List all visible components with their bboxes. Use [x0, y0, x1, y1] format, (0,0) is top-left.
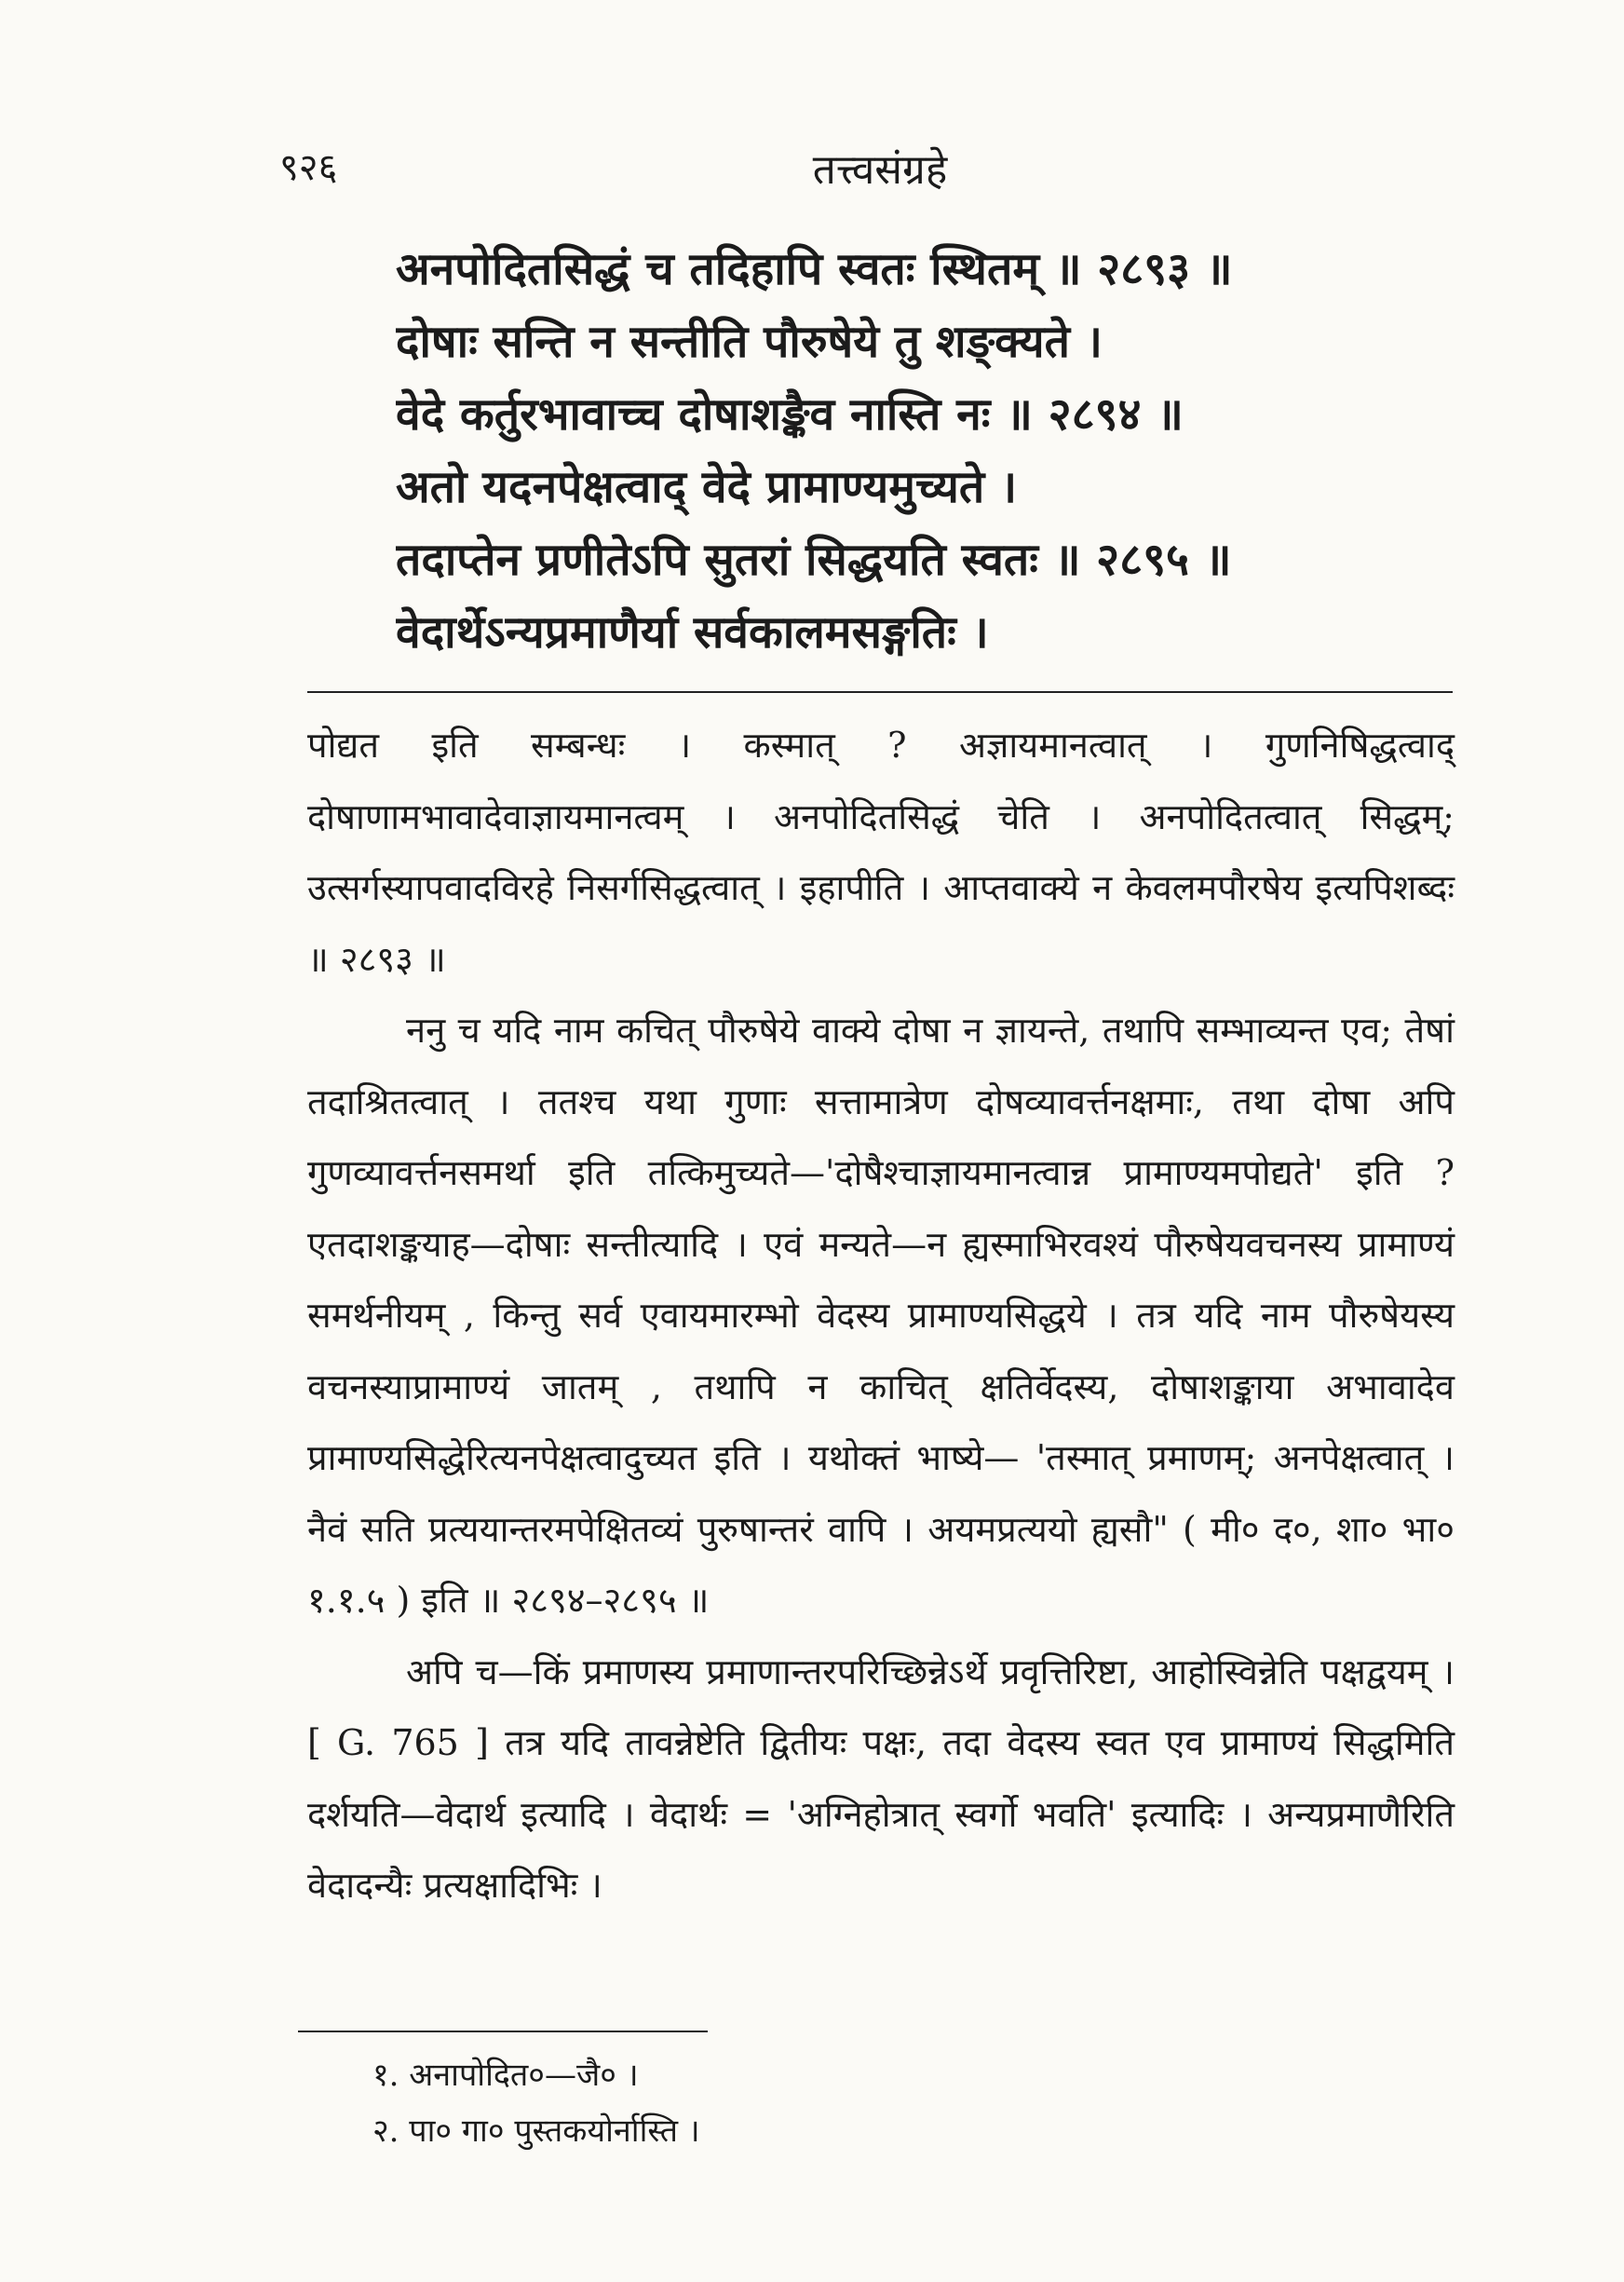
footnotes	[372, 2047, 1304, 2159]
verse-line: तदाप्तेन प्रणीतेऽपि सुतरां सिद्धयति स्वतः ॥ २८९५ ॥	[396, 534, 1232, 586]
verse-line: अतो यदनपेक्षत्वाद् वेदे प्रामाण्यमुच्यते ।	[396, 461, 1018, 513]
footnote-divider	[298, 2031, 708, 2032]
footnote: १. अनापोदित०—जै० ।	[372, 2057, 639, 2094]
commentary-block	[307, 710, 1455, 1922]
verse-line: अनपोदितसिद्धं च तदिहापि स्वतः स्थितम् ॥ २८९३ ॥	[396, 243, 1233, 295]
running-head: तत्त्वसंग्रहे	[812, 146, 948, 194]
verse-line: वेदे कर्तुरभावाच्च दोषाशङ्कैव नास्ति नः ॥ २८९४ ॥	[396, 388, 1184, 441]
commentary-paragraph: ननु च यदि नाम कचित् पौरुषेये वाक्ये दोषा न ज्ञायन्ते, तथापि सम्भाव्यन्त एव; तेषां तदाश्रितत्वात् । ततश्च यथा गुणाः सत्तामात्रेण दोषव्यावर्त्तनक्षमाः, तथा दोषा अपि गुणव्यावर्त्तनसमर्था इति तत्किमुच्यते—'दोषैश्चाज्ञायमानत्वान्न प्रामाण्यमपोद्यते' इति ? एतदाशङ्कयाह—दोषाः सन्तीत्यादि । एवं मन्यते—न ह्यस्माभिरवश्यं पौरुषेयवचनस्य प्रामाण्यं समर्थनीयम् , किन्तु सर्व एवायमारम्भो वेदस्य प्रामाण्यसिद्धये । तत्र यदि नाम पौरुषेयस्य वचनस्याप्रामाण्यं जातम् , तथापि न काचित् क्षतिर्वेदस्य, दोषाशङ्काया अभावादेव प्रामाण्यसिद्धेरित्यनपेक्षत्वादुच्यत इति । यथोक्तं भाष्ये— 'तस्मात् प्रमाणम्; अनपेक्षत्वात् । नैवं सति प्रत्ययान्तरमपेक्षितव्यं पुरुषान्तरं वापि । अयमप्रत्ययो ह्यसौ" ( मी० द०, शा० भा० १.१.५ ) इति ॥ २८९४–२८९५ ॥	[307, 1010, 1455, 1621]
verse-line: वेदार्थेऽन्यप्रमाणैर्या सर्वकालमसङ्गतिः ।	[396, 606, 989, 659]
verse-block	[396, 233, 1448, 669]
commentary-paragraph: अपि च—किं प्रमाणस्य प्रमाणान्तरपरिच्छिन्नेऽर्थे प्रवृत्तिरिष्टा, आहोस्विन्नेति पक्षद्वयम् । [ G. 765 ] तत्र यदि तावन्नेष्टेति द्वितीयः पक्षः, तदा वेदस्य स्वत एव प्रामाण्यं सिद्धमिति दर्शयति—वेदार्थ इत्यादि । वेदार्थः = 'अग्निहोत्रात् स्वर्गो भवति' इत्यादिः । अन्यप्रमाणैरिति वेदादन्यैः प्रत्यक्षादिभिः ।	[307, 1650, 1455, 1906]
page-number: ९२६	[279, 146, 338, 189]
page-header	[279, 140, 1481, 205]
footnote: २. पा० गा० पुस्तकयोर्नास्ति ।	[372, 2112, 700, 2150]
section-divider	[307, 691, 1453, 693]
commentary-paragraph: पोद्यत इति सम्बन्धः । कस्मात् ? अज्ञायमानत्वात् । गुणनिषिद्धत्वाद् दोषाणामभावादेवाज्ञायमानत्वम् । अनपोदितसिद्धं चेति । अनपोदितत्वात् सिद्धम्; उत्सर्गस्यापवादविरहे निसर्गसिद्धत्वात् । इहापीति । आप्तवाक्ये न केवलमपौरषेय इत्यपिशब्दः ॥ २८९३ ॥	[307, 725, 1455, 980]
verse-line: दोषाः सन्ति न सन्तीति पौरुषेये तु शङ्क्यते ।	[396, 316, 1103, 368]
